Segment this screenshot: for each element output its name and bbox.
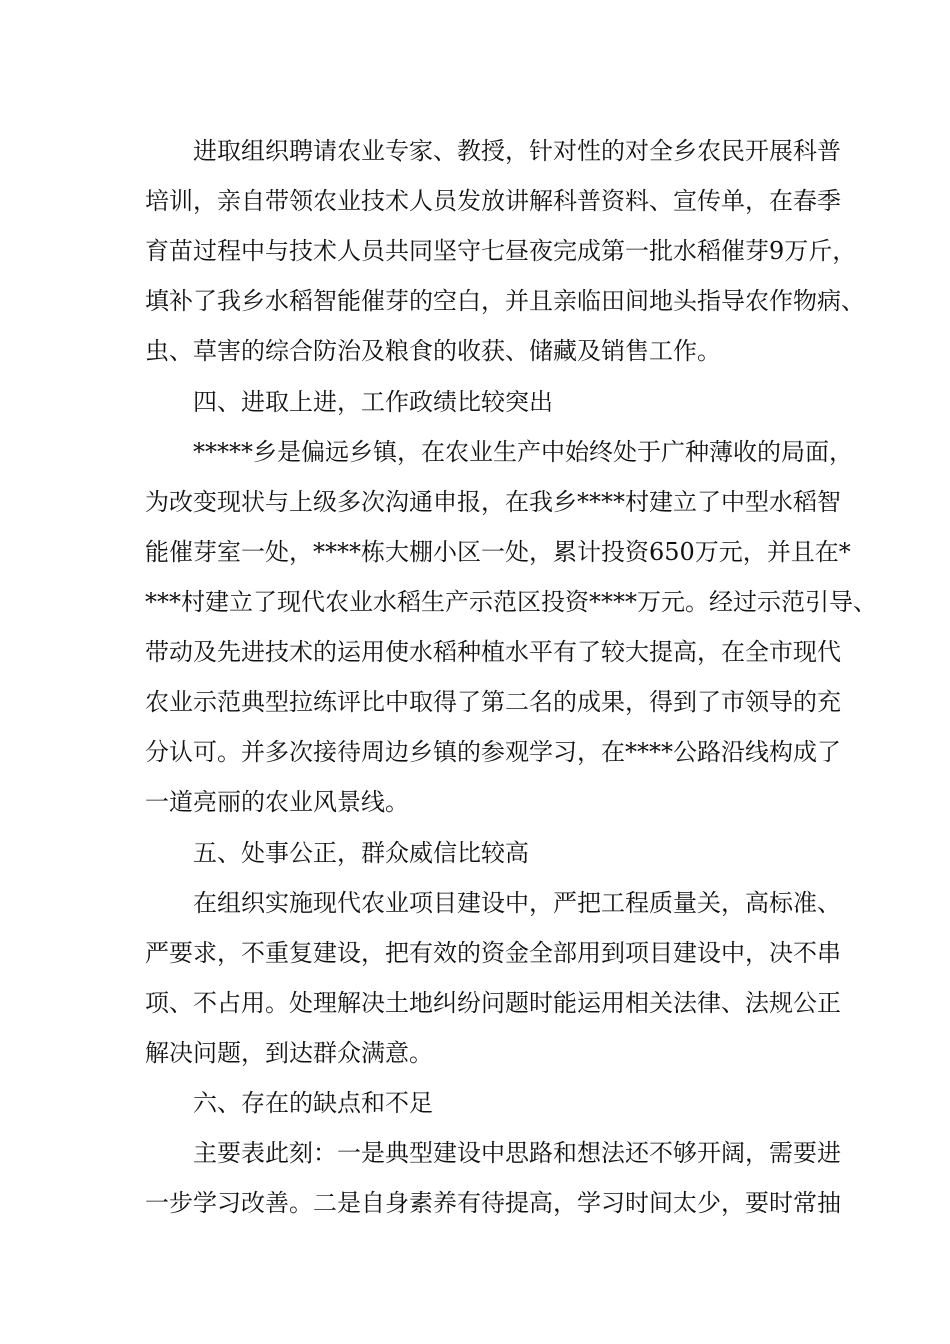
paragraph-line: 主要表此刻：一是典型建设中思路和想法还不够开阔，需要进 xyxy=(193,1139,841,1167)
paragraph-line: ***村建立了现代农业水稻生产示范区投资****万元。经过示范引导、 xyxy=(145,588,877,616)
paragraph-line: 进取组织聘请农业专家、教授，针对性的对全乡农民开展科普 xyxy=(193,137,841,165)
paragraph-line: 严要求，不重复建设，把有效的资金全部用到项目建设中，决不串 xyxy=(145,939,841,967)
paragraph-line: 育苗过程中与技术人员共同坚守七昼夜完成第一批水稻催芽9万斤， xyxy=(145,237,857,265)
section-heading: 六、存在的缺点和不足 xyxy=(193,1089,433,1117)
section-heading: 五、处事公正，群众威信比较高 xyxy=(193,839,529,867)
section-heading: 四、进取上进，工作政绩比较突出 xyxy=(193,388,553,416)
paragraph-line: 一步学习改善。二是自身素养有待提高，学习时间太少，要时常抽 xyxy=(145,1189,841,1217)
paragraph-line: 项、不占用。处理解决土地纠纷问题时能运用相关法律、法规公正 xyxy=(145,989,841,1017)
paragraph-line: *****乡是偏远乡镇，在农业生产中始终处于广种薄收的局面， xyxy=(193,438,853,466)
paragraph-line: 分认可。并多次接待周边乡镇的参观学习，在****公路沿线构成了 xyxy=(145,738,841,766)
paragraph-line: 培训，亲自带领农业技术人员发放讲解科普资料、宣传单，在春季 xyxy=(145,187,841,215)
paragraph-line: 填补了我乡水稻智能催芽的空白，并且亲临田间地头指导农作物病、 xyxy=(145,287,865,315)
paragraph-line: 虫、草害的综合防治及粮食的收获、储藏及销售工作。 xyxy=(145,337,721,365)
paragraph-line: 解决问题，到达群众满意。 xyxy=(145,1039,433,1067)
paragraph-line: 带动及先进技术的运用使水稻种植水平有了较大提高，在全市现代 xyxy=(145,638,841,666)
paragraph-line: 在组织实施现代农业项目建设中，严把工程质量关，高标准、 xyxy=(193,889,841,917)
paragraph-line: 农业示范典型拉练评比中取得了第二名的成果，得到了市领导的充 xyxy=(145,688,841,716)
paragraph-line: 为改变现状与上级多次沟通申报，在我乡****村建立了中型水稻智 xyxy=(145,488,841,516)
paragraph-line: 能催芽室一处，****栋大棚小区一处，累计投资650万元，并且在* xyxy=(145,538,851,566)
paragraph-line: 一道亮丽的农业风景线。 xyxy=(145,788,409,816)
